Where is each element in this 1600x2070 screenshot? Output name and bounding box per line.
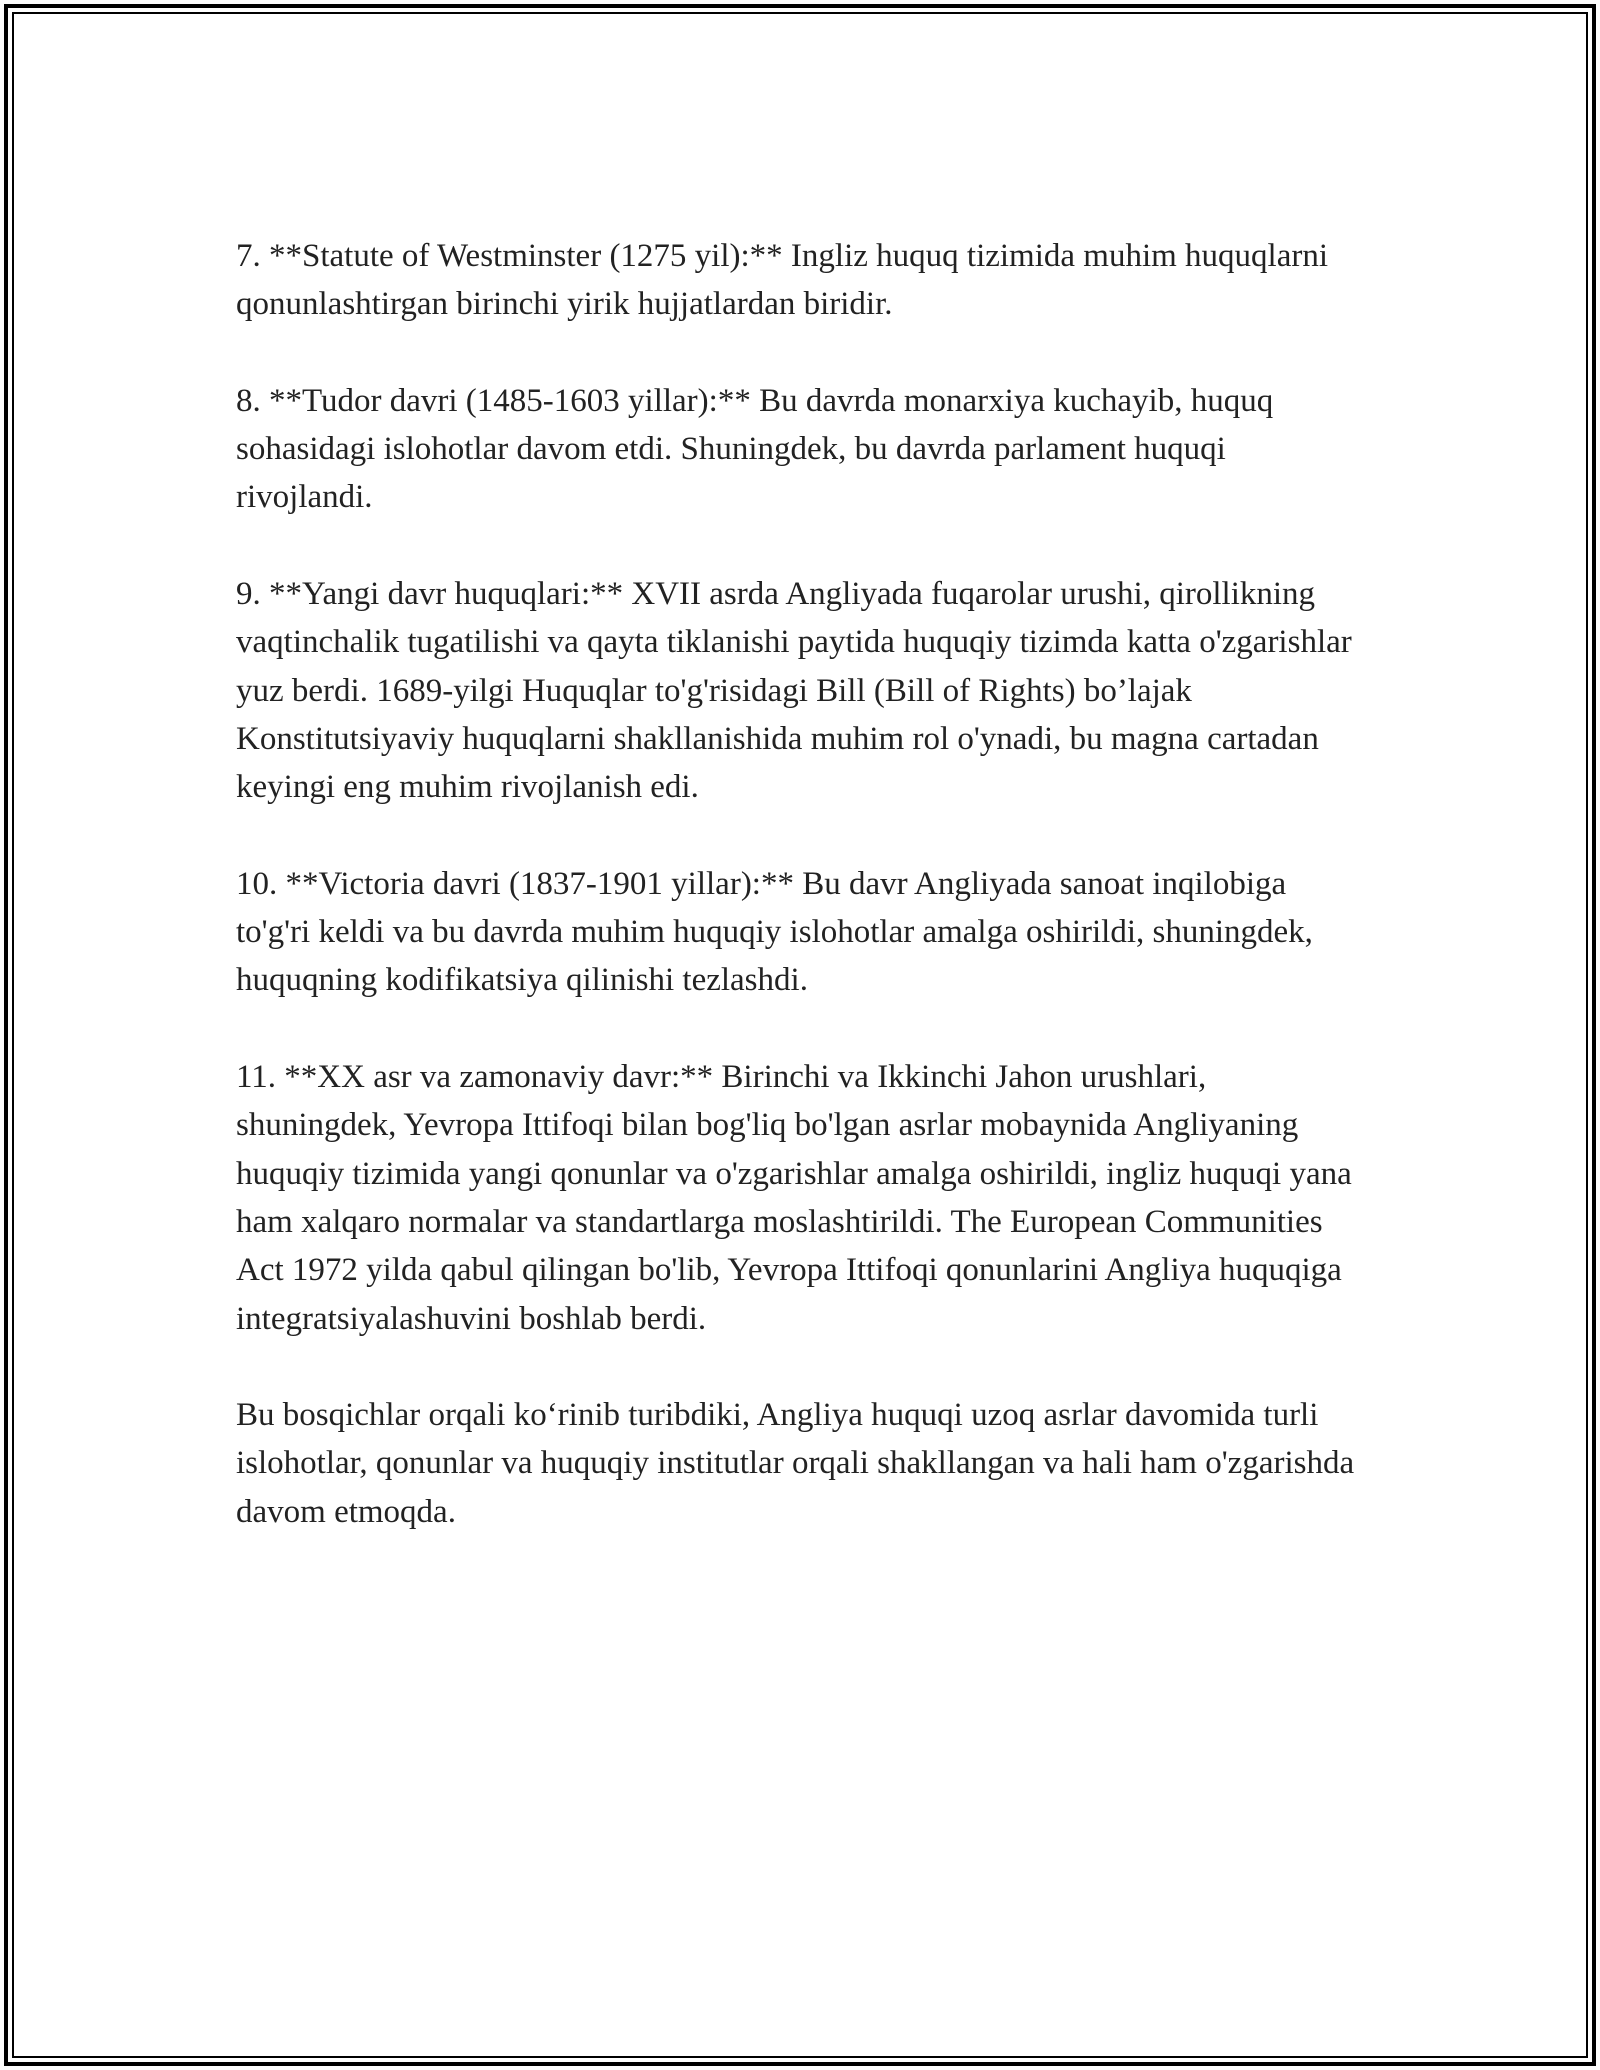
paragraph-tudor-period: 8. **Tudor davri (1485-1603 yillar):** Bu davrda monarxiya kuchayib, huquq sohasidagi islohotlar davom etdi. Shuningdek, bu davrda parlament huquqi rivojlandi. [236, 382, 1274, 516]
document-body [236, 232, 1366, 1584]
paragraph-victorian-period: 10. **Victoria davri (1837-1901 yillar):** Bu davr Angliyada sanoat inqilobiga to'g'ri keldi va bu davrda muhim huquqiy islohotlar amalga oshirildi, shuningdek, huquqning kodifikatsiya qilinishi tezlashdi. [236, 865, 1313, 999]
paragraph-twentieth-century: 11. **XX asr va zamonaviy davr:** Birinchi va Ikkinchi Jahon urushlari, shuningdek, Yevropa Ittifoqi bilan bog'liq bo'lgan asrlar mobaynida Angliyaning huquqiy tizimida yangi qonunlar va o'zgarishlar amalga oshirildi, ingliz huquqi yana ham xalqaro normalar va standartlarga moslashtirildi. The European Communities Act 1972 yilda qabul qilingan bo'lib, Yevropa Ittifoqi qonunlarini Angliya huquqiga integratsiyalashuvini boshlab berdi. [236, 1059, 1352, 1337]
paragraph-new-era-rights: 9. **Yangi davr huquqlari:** XVII asrda Angliyada fuqarolar urushi, qirollikning vaqtinchalik tugatilishi va qayta tiklanishi paytida huquqiy tizimda katta o'zgarishlar yuz berdi. 1689-yilgi Huquqlar to'g'risidagi Bill (Bill of Rights) bo’lajak Konstitutsiyaviy huquqlarni shakllanishida muhim rol o'ynadi, bu magna cartadan keyingi eng muhim rivojlanish edi. [236, 576, 1352, 806]
paragraph-statute-of-westminster: 7. **Statute of Westminster (1275 yil):** Ingliz huquq tizimida muhim huquqlarni qonunlashtirgan birinchi yirik hujjatlardan biridir. [236, 238, 1329, 323]
paragraph-conclusion: Bu bosqichlar orqali ko‘rinib turibdiki, Angliya huquqi uzoq asrlar davomida turli islohotlar, qonunlar va huquqiy institutlar orqali shakllangan va hali ham o'zgarishda davom etmoqda. [236, 1397, 1355, 1530]
